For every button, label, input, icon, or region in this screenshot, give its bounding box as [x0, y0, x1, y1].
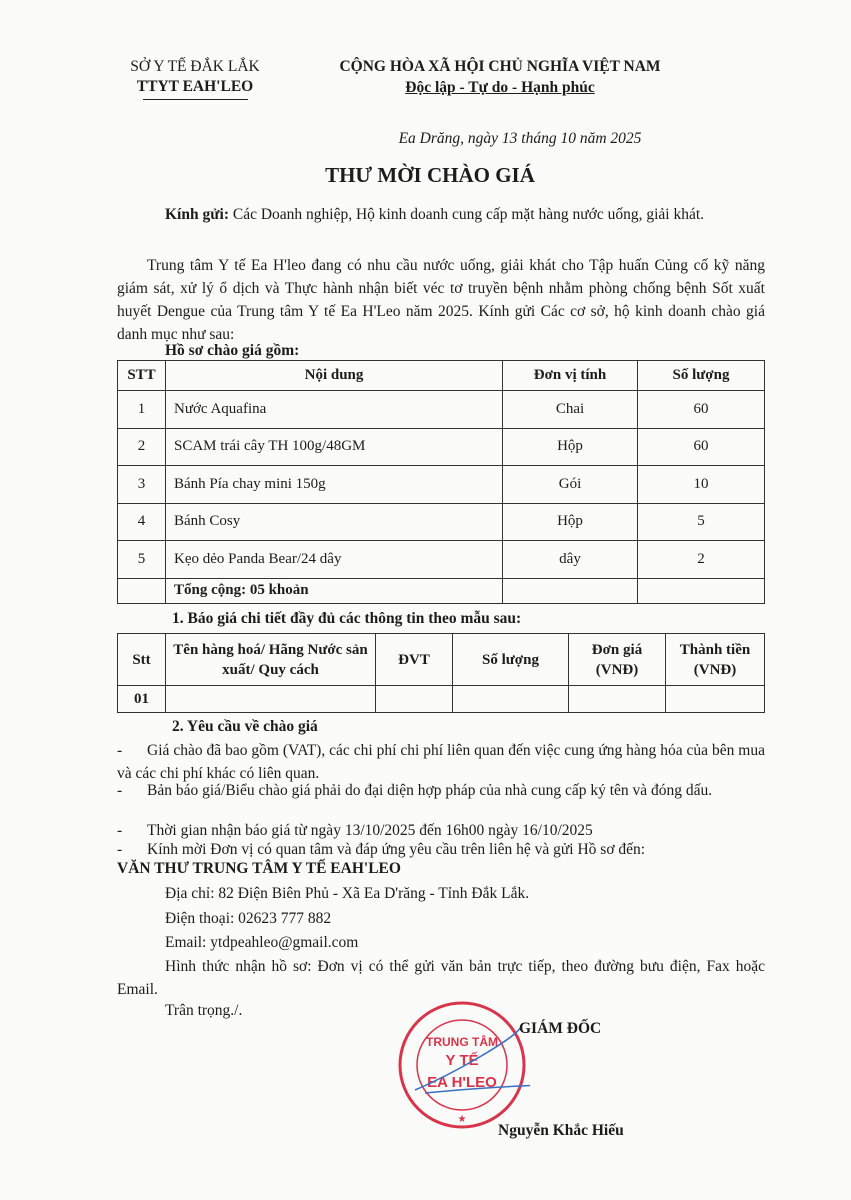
col-header: Đơn vị tính: [503, 361, 638, 391]
table-row: [118, 686, 765, 713]
email: Email: ytdpeahleo@gmail.com: [165, 934, 359, 951]
requirement-item: - Giá chào đã bao gồm (VAT), các chi phí chi phí liên quan đến việc cung ứng hàng hóa của bên mua và các chi phí khác có liên quan.: [117, 742, 765, 782]
org-parent: SỞ Y TẾ ĐẮK LẮK: [130, 58, 260, 75]
cell: 60: [638, 428, 765, 466]
col-header: Tên hàng hoá/ Hãng Nước sản xuất/ Quy cách: [166, 634, 376, 686]
col-header: Nội dung: [166, 361, 503, 391]
cell: Chai: [503, 391, 638, 429]
document-title: THƯ MỜI CHÀO GIÁ: [325, 163, 535, 187]
greeting-text: Các Doanh nghiệp, Hộ kinh doanh cung cấp mặt hàng nước uống, giải khát.: [229, 206, 705, 223]
cell: dây: [503, 541, 638, 579]
cell: Kẹo dẻo Panda Bear/24 dây: [166, 541, 503, 579]
col-header: Thành tiền (VNĐ): [666, 634, 765, 686]
cell: 60: [638, 391, 765, 429]
cell: 2: [118, 428, 166, 466]
svg-text:Y TẾ: Y TẾ: [445, 1052, 479, 1069]
cell: 2: [638, 541, 765, 579]
date-line: Ea Drăng, ngày 13 tháng 10 năm 2025: [398, 130, 642, 147]
recipient: VĂN THƯ TRUNG TÂM Y TẾ EAH'LEO: [117, 860, 401, 877]
signer-title: GIÁM ĐỐC: [519, 1020, 602, 1037]
cell: Gói: [503, 466, 638, 504]
greeting: [117, 203, 765, 226]
closing: Trân trọng./.: [165, 1002, 243, 1019]
table-row: [118, 541, 765, 579]
col-header: Số lượng: [638, 361, 765, 391]
col-header: Số lượng: [453, 634, 569, 686]
table-row: [118, 391, 765, 429]
cell: 1: [118, 391, 166, 429]
cell: SCAM trái cây TH 100g/48GM: [166, 428, 503, 466]
cell: 4: [118, 503, 166, 541]
quote-table: [117, 633, 765, 713]
signer-name: Nguyễn Khắc Hiếu: [498, 1122, 624, 1139]
table-row: [118, 466, 765, 504]
org-name: TTYT EAH'LEO: [136, 78, 254, 95]
cell: 5: [118, 541, 166, 579]
cell: Bánh Pía chay mini 150g: [166, 466, 503, 504]
greeting-label: Kính gửi:: [165, 206, 229, 223]
items-table: [117, 360, 765, 604]
section-2-heading: 2. Yêu cầu về chào giá: [172, 718, 318, 735]
section-1-heading: 1. Báo giá chi tiết đầy đủ các thông tin theo mẫu sau:: [172, 610, 522, 627]
cell: Bánh Cosy: [166, 503, 503, 541]
intro-paragraph: Trung tâm Y tế Ea H'leo đang có nhu cầu nước uống, giải khát cho Tập huấn Củng cố kỹ năng giám sát, xử lý ổ dịch và Thực hành nhận biết véc tơ truyền bệnh nhằm phòng chống bệnh Sốt xuất huyết Dengue của Trung tâm Y tế Ea H'Leo năm 2025. Kính gửi Các cơ sở, hộ kinh doanh chào giá danh mục như sau:: [117, 257, 765, 343]
divider: [143, 99, 248, 100]
col-header: Đơn giá (VNĐ): [569, 634, 666, 686]
cell: 5: [638, 503, 765, 541]
submission-method: Hình thức nhận hồ sơ: Đơn vị có thể gửi văn bản trực tiếp, theo đường bưu điện, Fax hoặc Email.: [117, 958, 765, 998]
table-row: [118, 503, 765, 541]
col-header: Stt: [118, 634, 166, 686]
motto: Độc lập - Tự do - Hạnh phúc: [405, 79, 595, 96]
requirement-item: - Kính mời Đơn vị có quan tâm và đáp ứng yêu cầu trên liên hệ và gửi Hồ sơ đến:: [117, 841, 646, 858]
dossier-heading: Hồ sơ chào giá gồm:: [165, 342, 300, 359]
cell: Nước Aquafina: [166, 391, 503, 429]
cell: 3: [118, 466, 166, 504]
cell: Hộp: [503, 428, 638, 466]
col-header: STT: [118, 361, 166, 391]
phone: Điện thoại: 02623 777 882: [165, 910, 332, 927]
cell: Hộp: [503, 503, 638, 541]
col-header: ĐVT: [376, 634, 453, 686]
nation-title: CỘNG HÒA XÃ HỘI CHỦ NGHĨA VIỆT NAM: [339, 58, 661, 75]
svg-text:★: ★: [457, 1114, 467, 1125]
stamp-text: TRUNG TÂM: [426, 1035, 498, 1049]
svg-text:EA H'LEO: EA H'LEO: [427, 1074, 497, 1091]
requirement-item: - Bản báo giá/Biểu chào giá phải do đại diện hợp pháp của nhà cung cấp ký tên và đóng dấu.: [117, 782, 713, 799]
address: Địa chỉ: 82 Điện Biên Phủ - Xã Ea D'răng - Tỉnh Đắk Lắk.: [165, 885, 530, 902]
official-stamp: [395, 998, 530, 1133]
total-row: [118, 578, 765, 603]
requirement-item: - Thời gian nhận báo giá từ ngày 13/10/2025 đến 16h00 ngày 16/10/2025: [117, 822, 593, 839]
cell: 10: [638, 466, 765, 504]
cell: 01: [118, 686, 166, 713]
table-row: [118, 428, 765, 466]
total-label: Tổng cộng: 05 khoản: [166, 578, 503, 603]
